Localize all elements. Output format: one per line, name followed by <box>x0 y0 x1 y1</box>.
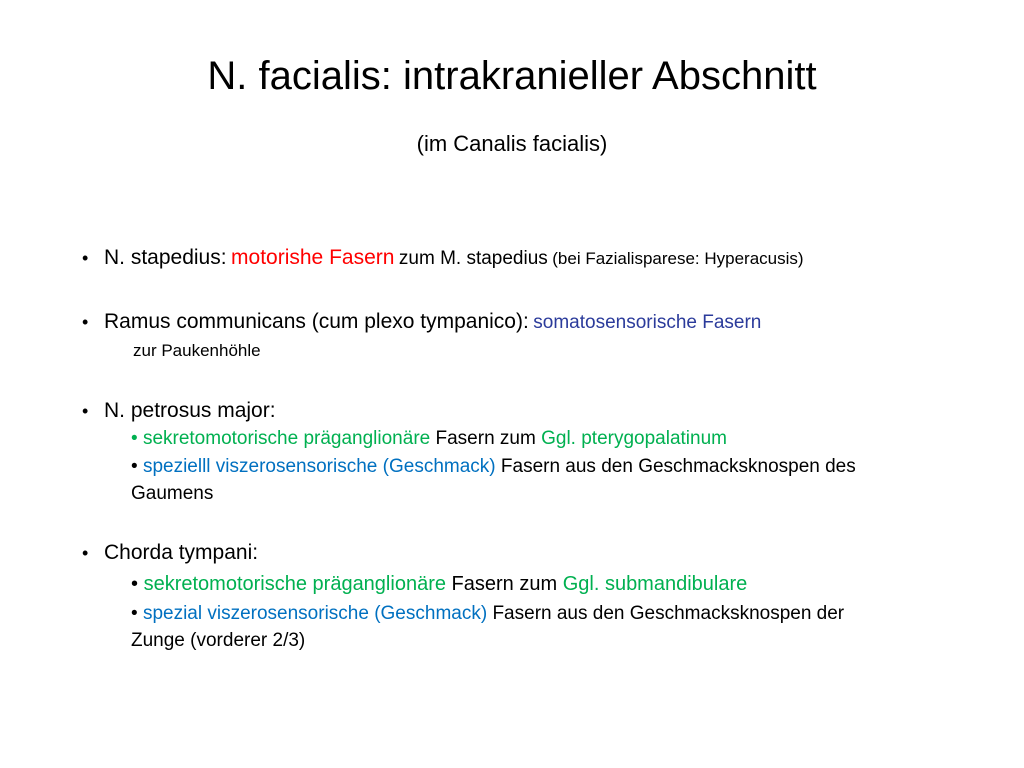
ramus-name: Ramus communicans (cum plexo tympanico): <box>104 310 529 333</box>
bullet-stapedius: • <box>82 248 89 268</box>
petrosus-item-2-rest: Fasern aus den Geschmacksknospen des <box>500 456 856 477</box>
petrosus-item-2-fibers: spezielll viszerosensorische (Geschmack) <box>142 456 496 477</box>
bullet-ramus: • <box>82 312 89 332</box>
chorda-name: Chorda tympani: <box>104 541 259 564</box>
petrosus-item-1-ganglion: Ggl. pterygopalatinum <box>541 428 727 449</box>
chorda-item-2-fibers: spezial viszerosensorische (Geschmack) <box>142 603 488 624</box>
bullet-petrosus: • <box>82 401 89 421</box>
chorda-item-2 <box>131 601 844 627</box>
petrosus-item-1-fibers: sekretomotorische präganglionäre <box>142 428 431 449</box>
bullet-chorda: • <box>82 543 89 563</box>
chorda-item-2-bullet: • <box>131 603 138 624</box>
petrosus-item-2-cont: Gaumens <box>131 483 214 504</box>
petrosus-name: N. petrosus major: <box>104 399 276 422</box>
ramus-line <box>104 309 761 337</box>
chorda-item-1-fibers: sekretomotorische präganglionäre <box>143 573 446 595</box>
petrosus-item-2-bullet: • <box>131 456 138 477</box>
stapedius-target: zum M. stapedius <box>398 248 548 269</box>
chorda-item-2-cont: Zunge (vorderer 2/3) <box>131 630 306 651</box>
petrosus-item-1-bullet: • <box>131 428 138 449</box>
chorda-item-1 <box>131 571 747 597</box>
stapedius-name: N. stapedius: <box>104 246 227 269</box>
slide-title: N. facialis: intrakranieller Abschnitt <box>207 54 817 98</box>
ramus-target: zur Paukenhöhle <box>133 341 261 360</box>
stapedius-note: (bei Fazialisparese: Hyperacusis) <box>552 249 804 268</box>
chorda-item-2-rest: Fasern aus den Geschmacksknospen der <box>492 603 845 624</box>
chorda-item-1-ganglion: Ggl. submandibulare <box>562 573 748 595</box>
stapedius-line <box>104 245 804 273</box>
petrosus-item-1-mid: Fasern zum <box>435 428 536 449</box>
chorda-item-1-mid: Fasern zum <box>451 573 558 595</box>
stapedius-motor-fibers: motorishe Fasern <box>231 246 395 269</box>
petrosus-item-2 <box>131 454 856 480</box>
ramus-fibers: somatosensorische Fasern <box>533 312 762 333</box>
chorda-item-1-bullet: • <box>131 573 139 595</box>
petrosus-item-1 <box>131 426 727 452</box>
slide-subtitle: (im Canalis facialis) <box>416 131 608 156</box>
